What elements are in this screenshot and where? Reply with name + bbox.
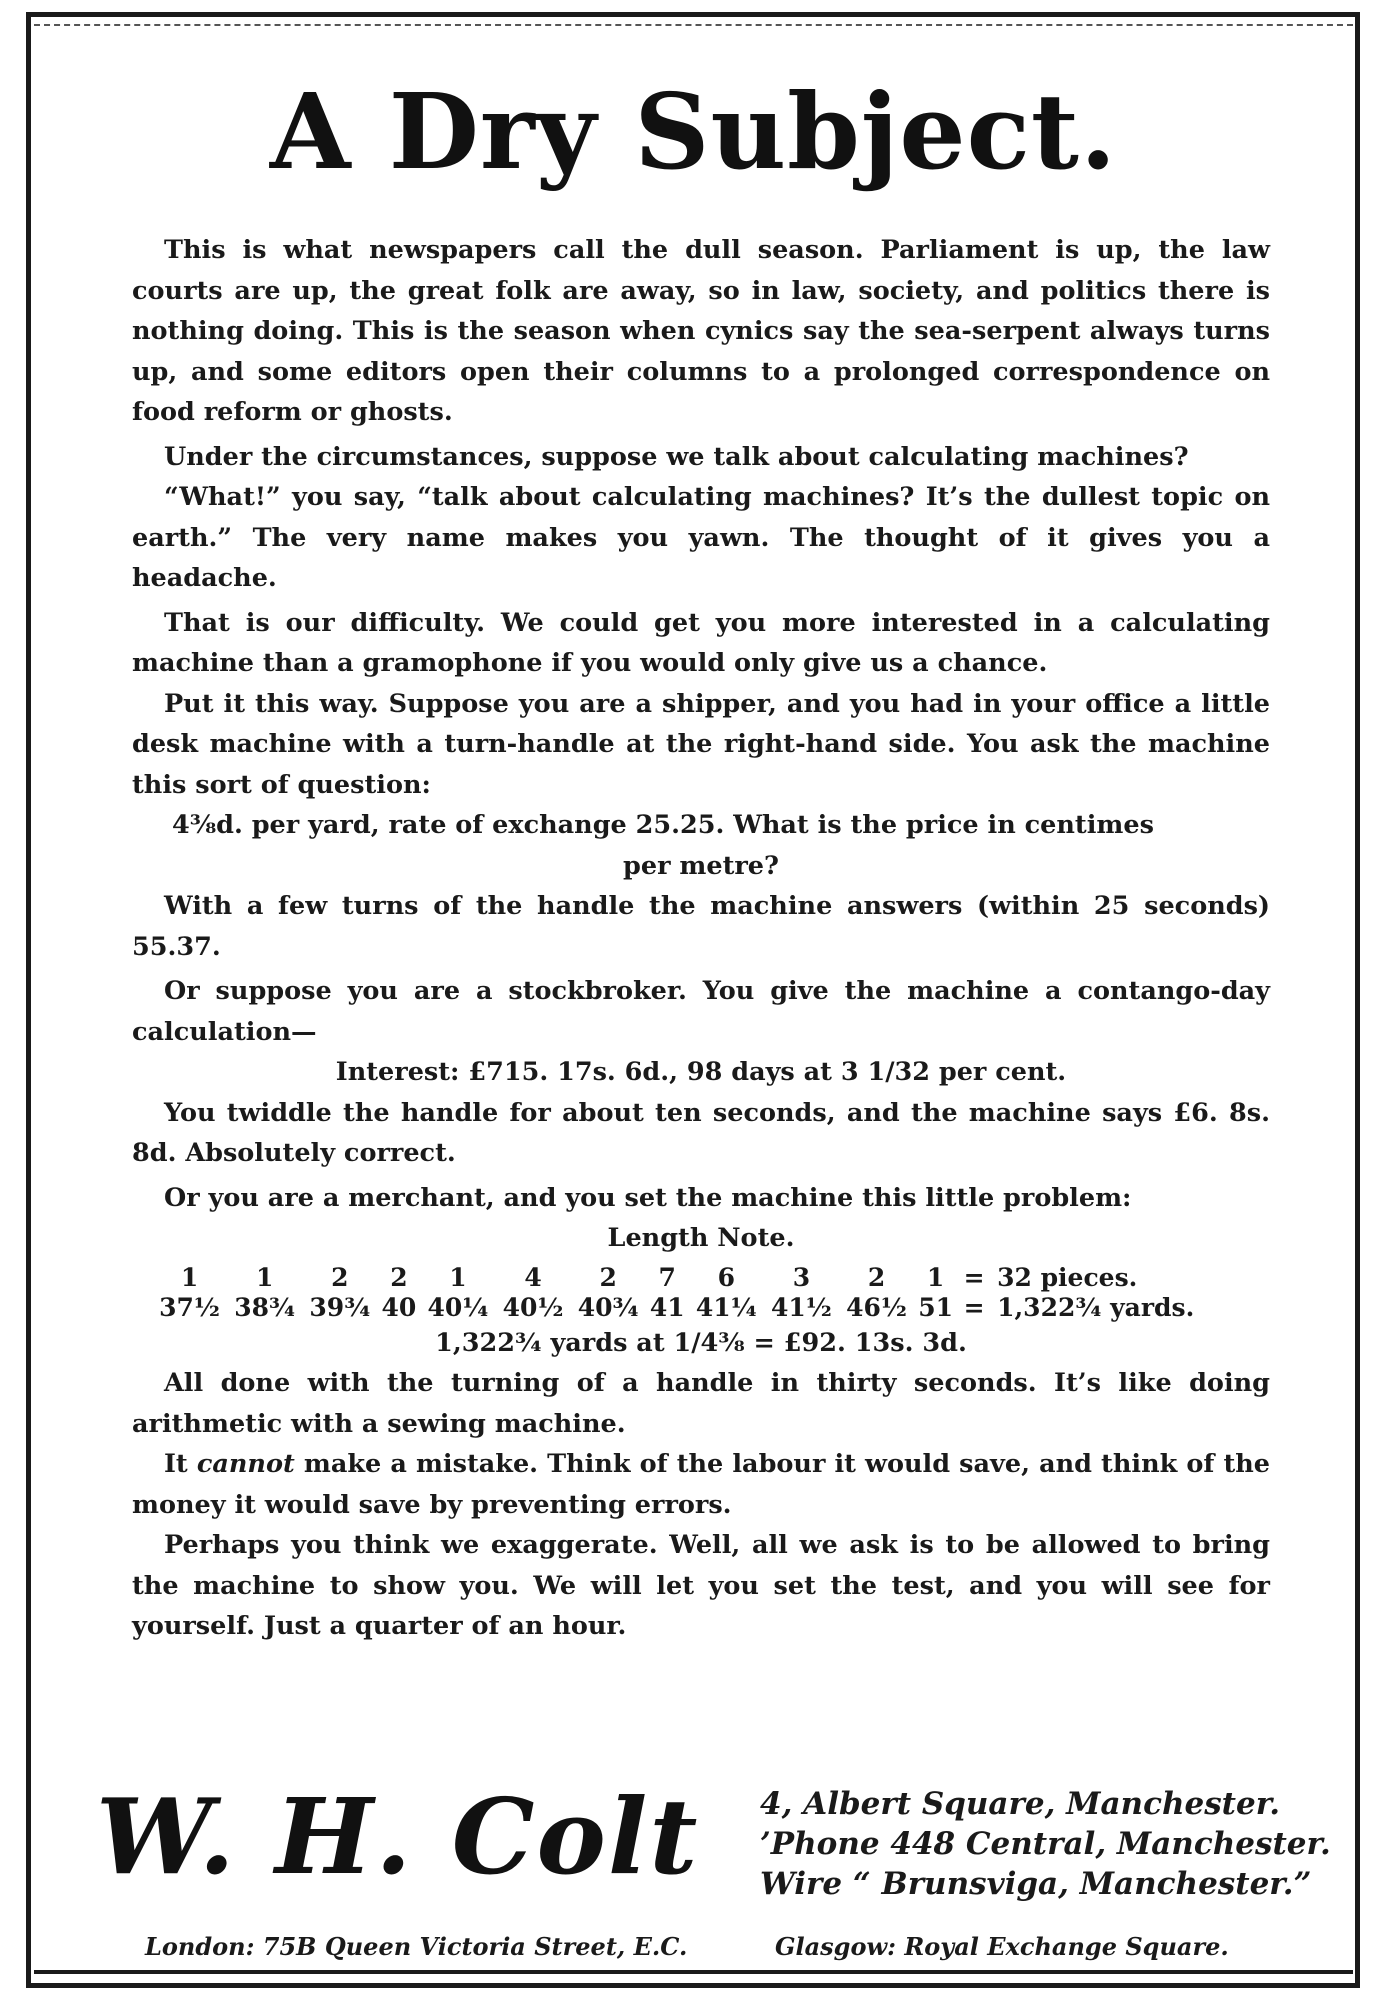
length-cell: 41½ [770,1292,832,1322]
paragraph: This is what newspapers call the dull season. Parliament is up, the law courts are up, the great folk are away, so in law, society, and politics there is nothing doing. This is the season when cynics say the sea-serpent always turns up, and some editors open their columns to a prolonged correspondence on food reform or ghosts. [132,235,1270,427]
count-cell: 1 [180,1262,199,1292]
length-cell: 40¾ [577,1292,639,1322]
length-cell: 41 [649,1292,685,1322]
total-length: 1,322¾ yards. [997,1292,1195,1322]
paragraph: You twiddle the handle for about ten seconds, and the machine says £6. 8s. 8d. Absolutely correct. [132,1097,1270,1168]
count-cell: 2 [390,1262,408,1292]
paragraph: “What!” you say, “talk about calculating machines? It’s the dullest topic on earth.” The very name makes you yawn. The thought of it gives you a headache. [132,482,1270,593]
count-cell: 1 [256,1262,274,1292]
equals-sign: = [963,1262,985,1292]
count-cell: 2 [599,1262,617,1292]
result-line: 1,322¾ yards at 1/4⅜ = £92. 13s. 3d. [435,1327,967,1358]
company-signature: W. H. Colt [96,1775,700,1898]
bottom-rule [34,1970,1353,1974]
paragraph: All done with the turning of a handle in thirty seconds. It’s like doing arithmetic with a sewing machine. [132,1368,1270,1439]
london-branch: London: 75B Queen Victoria Street, E.C. [145,1932,688,1961]
paragraph: Under the circumstances, suppose we talk about calculating machines? [164,441,1189,472]
interest-example: Interest: £715. 17s. 6d., 98 days at 3 1/32 per cent. [335,1057,1067,1087]
equals-sign: = [963,1292,985,1322]
length-cell: 37½ [159,1292,220,1322]
length-cell: 51 [918,1292,953,1322]
paragraph: That is our difficulty. We could get you more interested in a calculating machine than a gramophone if you would only give us a chance. [132,607,1270,678]
table-row [152,1263,1242,1293]
length-cell: 40 [381,1292,417,1322]
length-cell: 39¾ [309,1292,371,1322]
paragraph: With a few turns of the handle the machine answers (within 25 seconds) 55.37. [132,891,1270,962]
glasgow-branch: Glasgow: Royal Exchange Square. [775,1932,1229,1961]
emphasis: cannot [196,1449,295,1479]
count-cell: 3 [792,1262,811,1292]
article-body [132,230,1270,1647]
text-span: make a mistake. Think of the labour it would save, and think of the money it would save by preventing errors. [132,1449,1270,1520]
length-cell: 46½ [846,1292,907,1322]
paragraph: Put it this way. Suppose you are a shipper, and you had in your office a little desk machine with a turn-handle at the right-hand side. You ask the machine this sort of question: [132,688,1270,800]
length-cell: 40¼ [427,1292,489,1322]
table-row [152,1293,1242,1323]
count-cell: 2 [331,1262,349,1292]
count-cell: 4 [524,1262,542,1292]
text-span: It [164,1449,197,1479]
paragraph: Or suppose you are a stockbroker. You give the machine a contango-day calculation— [132,976,1270,1047]
length-cell: 40½ [502,1292,564,1322]
address-block [760,1784,1331,1904]
count-cell: 1 [449,1262,467,1292]
telegraph-line: Wire “ Brunsviga, Manchester.” [760,1866,1312,1902]
length-cell: 41¼ [695,1292,757,1322]
phone-line: ’Phone 448 Central, Manchester. [760,1826,1331,1862]
count-cell: 7 [658,1262,676,1292]
example-question: 4⅜d. per yard, rate of exchange 25.25. What is the price in centimes [172,810,1154,840]
count-cell: 6 [717,1262,735,1292]
headline: A Dry Subject. [269,70,1118,193]
paragraph [132,1444,1270,1525]
length-note-heading: Length Note. [607,1223,795,1253]
count-cell: 2 [867,1262,886,1292]
length-note-table [152,1263,1242,1323]
count-cell: 1 [926,1262,945,1292]
paragraph: Perhaps you think we exaggerate. Well, all we ask is to be allowed to bring the machine to show you. We will let you set the test, and you will see for yourself. Just a quarter of an hour. [132,1530,1270,1641]
paragraph: Or you are a merchant, and you set the machine this little problem: [164,1182,1132,1213]
top-rule [34,24,1353,26]
total-count: 32 pieces. [997,1262,1138,1292]
address-line: 4, Albert Square, Manchester. [760,1786,1281,1822]
example-question-cont: per metre? [623,850,779,881]
length-cell: 38¾ [234,1292,296,1322]
